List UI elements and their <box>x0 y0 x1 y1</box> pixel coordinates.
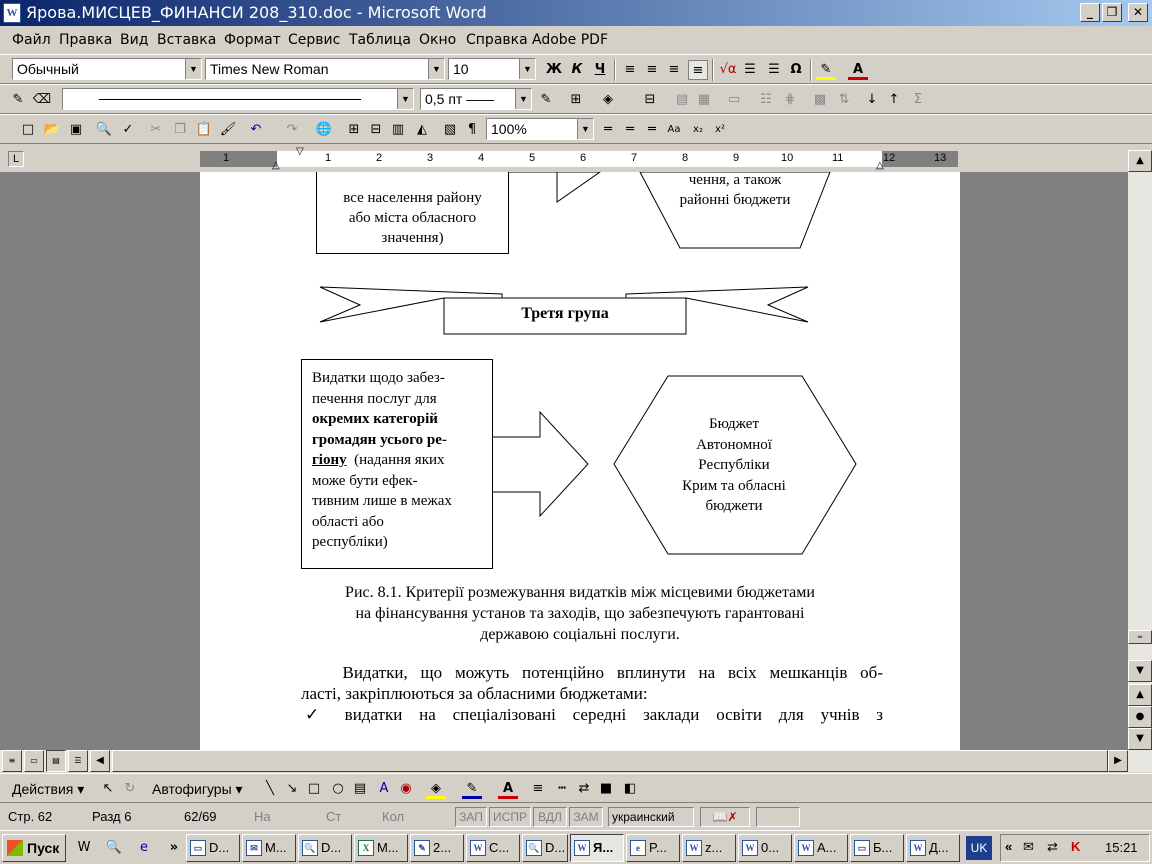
align-cell-icon[interactable]: ▭ <box>727 92 741 107</box>
chevron-down-icon: ▼ <box>515 89 531 109</box>
menu-file[interactable]: Файл <box>12 32 51 48</box>
task-label: P... <box>649 840 667 855</box>
format-painter-icon[interactable]: 🖌 <box>219 122 237 137</box>
ruler-tick-label: 1 <box>223 152 230 164</box>
insert-table-icon[interactable]: ⊟ <box>370 122 382 137</box>
zoom-value: 100% <box>491 121 527 137</box>
figure-caption <box>240 582 920 645</box>
shadow-icon[interactable]: ■ <box>599 781 613 796</box>
scroll-up-button[interactable]: ▲ <box>1128 150 1152 172</box>
line-weight-select[interactable]: 0,5 пт —— ▼ <box>420 88 532 110</box>
box-line-bold: окремих категорій <box>312 411 438 427</box>
menu-table[interactable]: Таблица <box>349 32 411 48</box>
task-label: Д... <box>929 840 949 855</box>
rectangle-tool-icon[interactable]: □ <box>307 781 321 796</box>
actions-label: Действия <box>12 781 74 797</box>
zoom-select[interactable] <box>486 118 594 140</box>
task-label: D... <box>321 840 342 855</box>
chevron-right-icon[interactable]: » <box>169 840 179 855</box>
chevron-down-icon: ▼ <box>428 59 444 79</box>
paragraph-line: ласті, закріплюються за обласними бюджетами: <box>301 684 648 703</box>
chevron-down-icon: ▼ <box>577 119 593 139</box>
status-extend[interactable]: ВДЛ <box>533 807 567 827</box>
task-label: M... <box>377 840 399 855</box>
start-label: Пуск <box>27 840 60 856</box>
box-line: або міста обласного <box>348 210 477 226</box>
insert-table-icon[interactable]: ⊟ <box>644 92 656 107</box>
taskbar-item[interactable] <box>626 834 680 862</box>
network-icon[interactable]: ⇄ <box>1047 839 1058 854</box>
task-label: M... <box>265 840 287 855</box>
hex-line: Бюджет <box>708 416 760 432</box>
box-line: тивним лише в межах <box>312 493 452 509</box>
wordart-icon[interactable]: A <box>379 781 389 796</box>
task-label: z... <box>705 840 723 855</box>
font-select[interactable] <box>205 58 445 80</box>
status-at: На <box>254 809 271 824</box>
task-label: A... <box>817 840 837 855</box>
task-label: C... <box>489 840 510 855</box>
hex-line: бюджети <box>705 498 763 514</box>
drawing-icon[interactable]: ◭ <box>417 122 427 137</box>
actions-menu[interactable]: Действия ▾ <box>12 781 85 797</box>
task-label: Я... <box>593 840 614 855</box>
spelling-icon[interactable]: ✓ <box>122 122 134 137</box>
chevron-left-icon[interactable]: « <box>1005 839 1013 854</box>
document-page[interactable] <box>200 172 960 750</box>
select-browse-object-button[interactable]: ● <box>1128 706 1152 728</box>
word-doc-icon: W <box>686 840 702 856</box>
status-overtype[interactable]: ЗАМ <box>569 807 603 827</box>
first-line-indent-marker[interactable]: ▽ <box>296 146 304 157</box>
status-rec[interactable]: ЗАП <box>455 807 487 827</box>
arrow-tool-icon[interactable]: ↘ <box>286 781 298 796</box>
ruler-strip <box>200 151 958 167</box>
ruler-tick-label: 9 <box>733 152 740 164</box>
system-tray <box>1000 834 1150 862</box>
menu-view[interactable]: Вид <box>120 32 149 48</box>
taskbar-item[interactable] <box>794 834 848 862</box>
line-style-icon[interactable]: ≡ <box>532 781 544 796</box>
excel-icon: X <box>358 840 374 856</box>
show-formatting-icon[interactable]: ¶ <box>467 122 477 137</box>
hex-line: Автономної <box>696 436 772 453</box>
style-value: Обычный <box>17 61 79 77</box>
taskbar-item[interactable] <box>242 834 296 862</box>
hyperlink-icon[interactable]: 🌐 <box>315 122 333 137</box>
distribute-columns-icon[interactable]: ⋕ <box>784 92 796 107</box>
word-doc-icon: W <box>470 840 486 856</box>
taskbar-item[interactable] <box>466 834 520 862</box>
save-icon[interactable]: ▣ <box>69 122 83 137</box>
tab-selector[interactable]: L <box>8 151 24 167</box>
sort-ascending-icon[interactable]: ↓ <box>866 92 878 107</box>
underline-icon[interactable]: Ч <box>594 62 606 77</box>
align-left-icon[interactable]: ≡ <box>624 62 636 77</box>
horizontal-ruler[interactable] <box>0 146 1152 172</box>
redo-icon[interactable]: ↷ <box>286 122 298 137</box>
font-value: Times New Roman <box>210 61 329 77</box>
taskbar-item[interactable] <box>354 834 408 862</box>
italic-icon[interactable]: К <box>571 62 583 77</box>
autoshapes-label: Автофигуры <box>152 781 232 797</box>
borders-icon[interactable]: ⊞ <box>570 92 582 107</box>
right-hex-text <box>644 414 824 517</box>
body-paragraph <box>301 662 883 725</box>
search-icon[interactable]: 🔍 <box>105 840 123 855</box>
box-line-bold: громадян усього ре- <box>312 431 447 448</box>
table-autoformat-icon[interactable]: ▩ <box>813 92 827 107</box>
taskbar-item[interactable] <box>522 834 568 862</box>
shading-icon[interactable]: ◈ <box>603 92 613 107</box>
restore-button[interactable]: ❐ <box>1102 3 1122 22</box>
align-center-icon[interactable]: ≡ <box>646 62 658 77</box>
ruler-tick-label: 5 <box>529 152 536 164</box>
word-doc-icon: W <box>798 840 814 856</box>
tables-borders-icon[interactable]: ⊞ <box>348 122 360 137</box>
font-size-select[interactable] <box>448 58 536 80</box>
spelling-status-icon[interactable]: 📖✗ <box>700 807 750 827</box>
select-pointer-icon[interactable]: ↖ <box>102 781 114 796</box>
print-layout-button[interactable]: ▤ <box>46 750 66 772</box>
ruler-tick-label: 11 <box>832 152 844 164</box>
chevron-down-icon: ▼ <box>519 59 535 79</box>
left-indent-marker[interactable]: △ <box>272 160 280 171</box>
status-bar <box>0 804 1152 830</box>
3d-icon[interactable]: ◧ <box>623 781 637 796</box>
language-indicator[interactable]: UK <box>966 836 992 860</box>
font-color-icon[interactable]: A <box>498 779 518 799</box>
autosum-icon[interactable]: Σ <box>913 92 923 107</box>
top-right-hex-text <box>652 172 818 210</box>
line-color-icon[interactable]: ✎ <box>462 779 482 799</box>
windows-logo-icon <box>7 840 23 856</box>
title-bar <box>0 0 1152 26</box>
search-icon: 🔍 <box>302 840 318 856</box>
separator <box>614 59 616 81</box>
equation-icon[interactable]: √α <box>719 62 737 77</box>
line-weight-value: 0,5 пт <box>425 91 463 107</box>
line-tool-icon[interactable]: ╲ <box>266 781 274 796</box>
double-line-icon[interactable]: ═ <box>648 122 656 137</box>
line-style-select[interactable] <box>62 88 414 110</box>
status-line: Ст <box>326 809 342 824</box>
hex-line: Республіки <box>698 457 770 473</box>
task-label: Б... <box>873 840 893 855</box>
taskbar-item[interactable] <box>682 834 736 862</box>
scroll-thumb[interactable]: ═ <box>1128 630 1152 644</box>
ruler-tick-label: 12 <box>883 152 896 164</box>
mail-icon[interactable]: ✉ <box>1023 839 1034 854</box>
taskbar-item[interactable] <box>906 834 960 862</box>
standard-toolbar <box>0 114 1152 144</box>
scroll-left-button[interactable]: ◀ <box>90 750 110 772</box>
box-line: (надання яких <box>354 452 445 468</box>
status-section: Разд 6 <box>92 809 132 824</box>
ruler-tick-label: 3 <box>427 152 434 164</box>
highlight-icon[interactable]: ✎ <box>816 60 836 80</box>
document-area <box>0 172 1128 750</box>
fill-color-icon[interactable]: ◈ <box>426 779 446 799</box>
next-page-button[interactable]: ▼ <box>1128 728 1152 750</box>
paragraph-text: Видатки, що можуть потенційно вплинути на всіх мешканців об- <box>342 663 883 682</box>
banner-title: Третя група <box>521 305 609 322</box>
oval-tool-icon[interactable]: ○ <box>332 781 344 796</box>
sort-descending-icon[interactable]: ↑ <box>888 92 900 107</box>
double-line-icon[interactable]: ═ <box>626 122 634 137</box>
hex-line: Крим та обласні <box>682 477 786 494</box>
chevron-down-icon: ▼ <box>185 59 201 79</box>
symbol-icon[interactable]: Ω <box>790 62 802 77</box>
word-quicklaunch-icon[interactable]: W <box>77 840 91 855</box>
distribute-rows-icon[interactable]: ☷ <box>760 92 772 107</box>
word-doc-icon: W <box>574 840 590 856</box>
close-button[interactable]: ✕ <box>1128 3 1148 22</box>
new-document-icon[interactable]: □ <box>21 122 35 137</box>
bullet-text: видатки на спеціалізовані середні заклади освіти для учнів з <box>344 705 884 724</box>
box-line: печення послуг для <box>312 390 437 407</box>
internet-explorer-icon: e <box>630 840 646 856</box>
previous-page-button[interactable]: ▲ <box>1128 684 1152 706</box>
clock: 15:21 <box>1105 840 1138 855</box>
menu-window[interactable]: Окно <box>419 32 457 48</box>
cut-icon[interactable]: ✂ <box>150 122 162 137</box>
ruler-tick-label: 7 <box>631 152 638 164</box>
font-size-value: 10 <box>453 61 469 77</box>
box-line: республіки) <box>312 534 388 550</box>
ruler-tick-label: 1 <box>325 152 332 164</box>
mail-icon: ✉ <box>246 840 262 856</box>
scroll-down-button[interactable]: ▼ <box>1128 660 1152 682</box>
outline-view-button[interactable]: ☰ <box>68 750 88 772</box>
antivirus-icon[interactable]: K <box>1071 839 1081 854</box>
line-icon[interactable]: ═ <box>604 122 612 137</box>
columns-icon[interactable]: ▥ <box>391 122 405 137</box>
task-label: 2... <box>433 840 452 855</box>
start-button[interactable] <box>2 834 66 862</box>
numbered-list-icon[interactable]: ☰ <box>744 62 756 77</box>
taskbar <box>0 830 1152 864</box>
window-title: Ярова.МИСЦЕВ_ФИНАНСИ 208_310.doc - Microsoft Word <box>26 3 487 22</box>
paragraph-line <box>301 662 883 683</box>
box-line: може бути ефек- <box>312 472 418 489</box>
diagram-icon[interactable]: ◉ <box>400 781 412 796</box>
taskbar-item[interactable] <box>298 834 352 862</box>
line-style-sample <box>99 99 361 100</box>
caption-line: державою соціальні послуги. <box>480 626 680 643</box>
ruler-tick-label: 8 <box>682 152 689 164</box>
font-color-icon[interactable]: A <box>848 60 868 80</box>
box-line: області або <box>312 513 384 530</box>
left-criteria-box <box>301 359 493 569</box>
arrow-style-icon[interactable]: ⇄ <box>578 781 590 796</box>
status-empty-box <box>756 807 800 827</box>
arrow-shape <box>508 172 600 202</box>
autoshapes-menu[interactable]: Автофигуры ▾ <box>152 781 243 797</box>
menu-tools[interactable]: Сервис <box>288 32 341 48</box>
menu-bar <box>0 26 1152 54</box>
status-page: Стр. 62 <box>8 809 53 824</box>
hex-line: чення, а також <box>688 172 782 188</box>
menu-edit[interactable]: Правка <box>59 32 113 48</box>
justify-icon[interactable]: ≡ <box>688 60 708 80</box>
separator <box>810 59 812 81</box>
menu-adobe-pdf[interactable]: Adobe PDF <box>532 32 609 48</box>
taskbar-item[interactable] <box>410 834 464 862</box>
box-line: Видатки щодо забез- <box>312 370 445 386</box>
vertical-scrollbar[interactable] <box>1128 150 1152 750</box>
word-doc-icon: W <box>742 840 758 856</box>
word-doc-icon: W <box>910 840 926 856</box>
dash-style-icon[interactable]: ┅ <box>558 781 566 796</box>
separator <box>712 59 714 81</box>
box-line-bold: гіону <box>312 452 347 468</box>
undo-icon[interactable]: ↶ <box>250 122 262 137</box>
task-label: D... <box>545 840 566 855</box>
free-rotate-icon[interactable]: ↻ <box>124 781 136 796</box>
caption-line: Рис. 8.1. Критерії розмежування видатків між місцевими бюджетами <box>345 584 815 601</box>
merge-cells-icon[interactable]: ▤ <box>675 92 689 107</box>
bold-icon[interactable]: Ж <box>546 62 562 77</box>
app-icon: ▭ <box>854 840 870 856</box>
web-view-button[interactable]: ▭ <box>24 750 44 772</box>
minimize-button[interactable]: _ <box>1080 3 1100 22</box>
status-track-changes[interactable]: ИСПР <box>489 807 531 827</box>
border-color-icon[interactable]: ✎ <box>540 92 552 107</box>
subscript-icon[interactable]: x₂ <box>693 124 703 135</box>
top-left-box <box>316 172 509 254</box>
align-right-icon[interactable]: ≡ <box>668 62 680 77</box>
status-column: Кол <box>382 809 405 824</box>
taskbar-item[interactable] <box>850 834 904 862</box>
small-caps-icon[interactable]: Aa <box>667 124 681 135</box>
menu-insert[interactable]: Вставка <box>157 32 217 48</box>
menu-format[interactable]: Формат <box>224 32 281 48</box>
eraser-icon[interactable]: ⌫ <box>32 92 52 107</box>
superscript-icon[interactable]: x² <box>715 124 725 135</box>
checkmark-bullet-icon: ✓ <box>305 705 328 724</box>
caption-line: на фінансування установ та заходів, що забезпечують гарантовані <box>355 605 805 622</box>
status-pages: 62/69 <box>184 809 217 824</box>
formatting-toolbar <box>0 54 1152 84</box>
box-line: значення) <box>381 230 444 246</box>
ruler-tick-label: 4 <box>478 152 485 164</box>
task-label: 0... <box>761 840 780 855</box>
ruler-tick-label: 2 <box>376 152 383 164</box>
word-doc-icon[interactable]: W <box>3 3 21 23</box>
block-arrow-shape <box>492 412 588 516</box>
bullet-item <box>301 704 883 725</box>
ruler-tick-label: 6 <box>580 152 587 164</box>
text-box-icon[interactable]: ▤ <box>353 781 367 796</box>
status-language[interactable]: украинский <box>608 807 694 827</box>
taskbar-item[interactable] <box>186 834 240 862</box>
ruler-left-margin <box>200 151 277 167</box>
internet-explorer-icon[interactable]: e <box>140 840 148 855</box>
print-preview-icon[interactable]: 🔍 <box>95 122 113 137</box>
task-label: D... <box>209 840 230 855</box>
copy-icon[interactable]: ❐ <box>174 122 186 137</box>
taskbar-item[interactable] <box>738 834 792 862</box>
tables-borders-toolbar <box>0 84 1152 114</box>
split-cells-icon[interactable]: ▦ <box>697 92 711 107</box>
horizontal-scroll-thumb[interactable] <box>112 750 1108 772</box>
taskbar-item-active[interactable] <box>570 834 624 862</box>
text-direction-icon[interactable]: ⇅ <box>838 92 850 107</box>
open-folder-icon[interactable]: 📂 <box>43 122 61 137</box>
folder-icon: ▭ <box>190 840 206 856</box>
menu-help[interactable]: Справка <box>466 32 528 48</box>
document-map-icon[interactable]: ▧ <box>443 122 457 137</box>
scroll-right-button[interactable]: ▶ <box>1108 750 1128 772</box>
ruler-tick-label: 13 <box>934 152 947 164</box>
pencil-icon[interactable]: ✎ <box>12 92 24 107</box>
search-icon: 🔍 <box>526 840 542 856</box>
chevron-down-icon: ▼ <box>397 89 413 109</box>
hex-line: районні бюджети <box>679 192 791 208</box>
horizontal-scrollbar[interactable] <box>0 750 1152 772</box>
box-line: все населення району <box>343 190 482 206</box>
bullet-list-icon[interactable]: ☰ <box>768 62 780 77</box>
drawing-toolbar <box>0 773 1152 803</box>
paste-icon[interactable]: 📋 <box>195 122 213 137</box>
right-indent-marker[interactable]: △ <box>876 160 884 171</box>
ruler-tick-label: 10 <box>781 152 794 164</box>
normal-view-button[interactable]: ≡ <box>2 750 22 772</box>
pencil-icon: ✎ <box>414 840 430 856</box>
style-select[interactable] <box>12 58 202 80</box>
